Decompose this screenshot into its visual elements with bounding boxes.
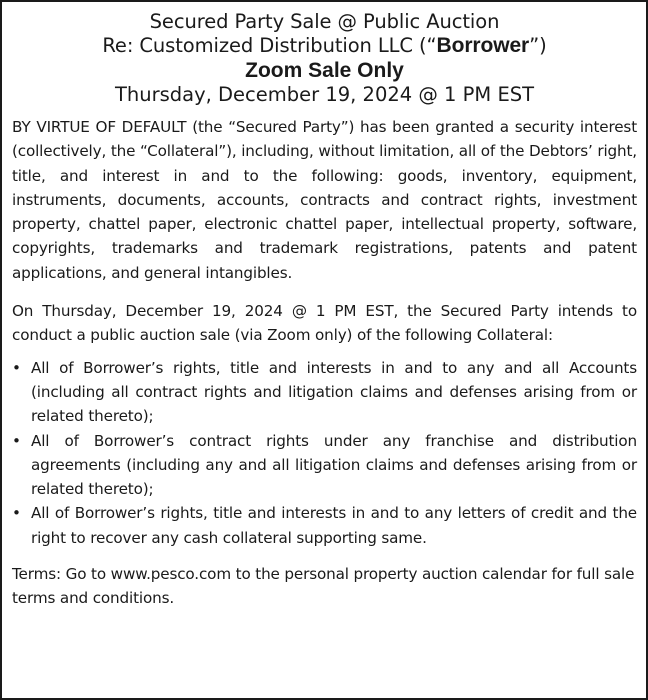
sale-date-heading: Thursday, December 19, 2024 @ 1 PM EST <box>114 83 535 106</box>
list-item-text: All of Borrower’s contract rights under any franchise and distribution agreements (including any and all litigation claims and defenses arising from or related thereto); <box>31 431 637 499</box>
borrower-line-suffix: ”) <box>529 34 547 57</box>
notice-header <box>12 10 637 107</box>
terms-paragraph: Terms: Go to www.pesco.com to the personal property auction calendar for full sale terms and conditions. <box>12 565 635 608</box>
borrower-line <box>12 34 637 58</box>
bullet-icon: • <box>12 358 21 377</box>
bullet-icon: • <box>12 504 21 523</box>
bullet-icon: • <box>12 431 21 450</box>
list-item <box>12 356 637 429</box>
borrower-line-prefix: Re: Customized Distribution LLC (“ <box>102 34 437 57</box>
list-item-text: All of Borrower’s rights, title and interests in and to any and all Accounts (including all contract rights and litigation claims and defenses arising from or related thereto); <box>31 358 637 426</box>
borrower-term: Borrower <box>436 34 530 57</box>
list-item <box>12 429 637 502</box>
default-paragraph: BY VIRTUE OF DEFAULT (the “Secured Party”) has been granted a security interest (collectively, the “Collateral”), including, without limitation, all of the Debtors’ right, title, and interest in and to the following: goods, inventory, equipment, instruments, documents, accounts, contracts and contract rights, investment property, chattel paper, electronic chattel paper, intellectual property, software, copyrights, trademarks and trademark registrations, patents and patent applications, and general intangibles. <box>12 118 637 282</box>
auction-intent-paragraph: On Thursday, December 19, 2024 @ 1 PM EST, the Secured Party intends to conduct a public auction sale (via Zoom only) of the following Collateral: <box>12 302 637 345</box>
notice-title: Secured Party Sale @ Public Auction <box>149 10 500 33</box>
list-item-text: All of Borrower’s rights, title and interests in and to any letters of credit and the right to recover any cash collateral supporting same. <box>31 504 637 547</box>
collateral-list <box>12 356 637 550</box>
list-item <box>12 501 637 550</box>
zoom-sale-heading: Zoom Sale Only <box>245 59 404 82</box>
